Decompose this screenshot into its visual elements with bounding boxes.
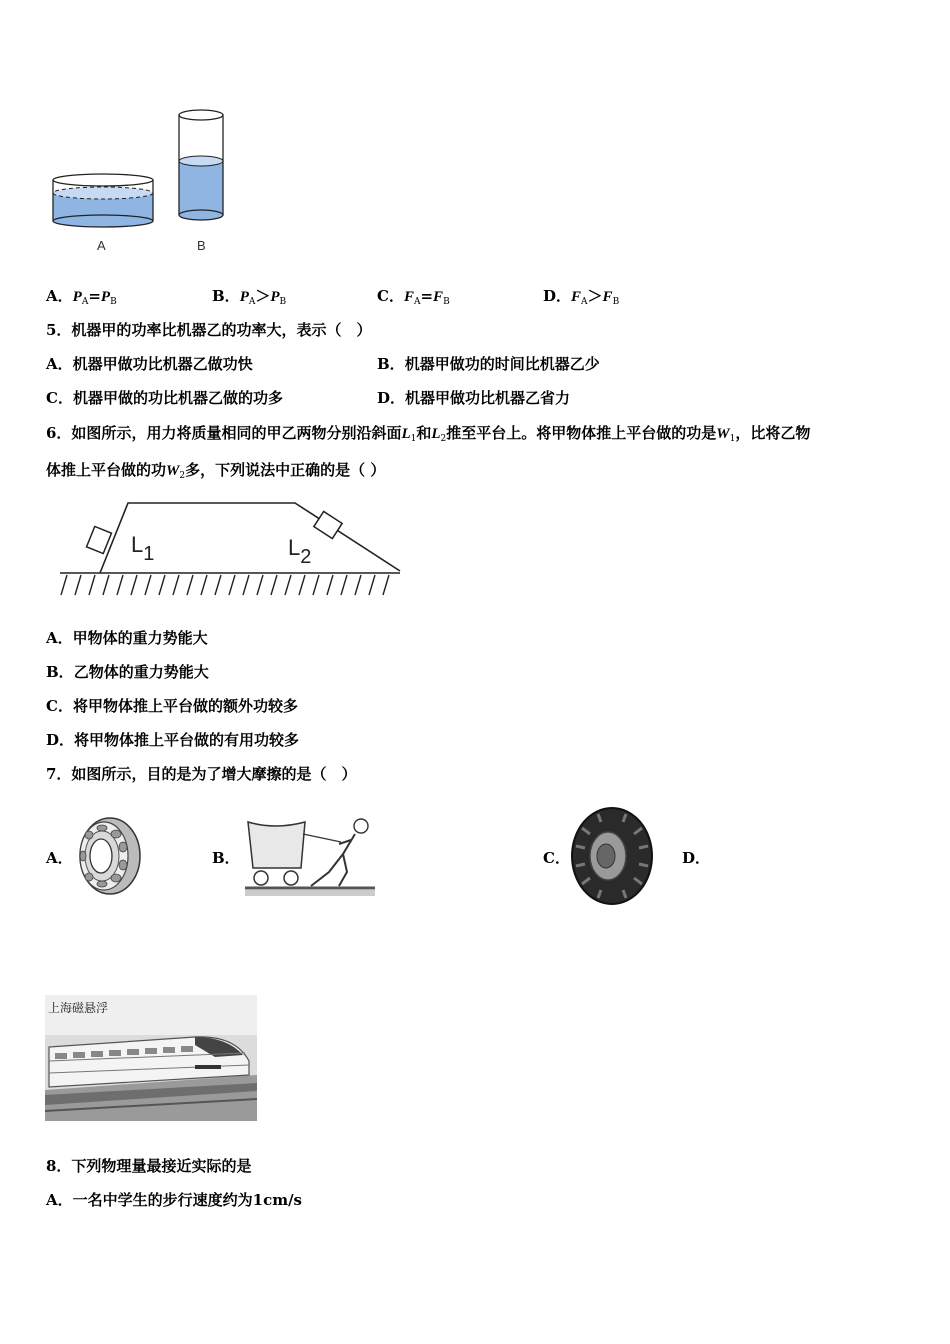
ball-bearing-image[interactable] bbox=[72, 815, 142, 897]
q5-option-a[interactable]: A．机器甲做功比机器乙做功快 bbox=[46, 355, 253, 373]
q6-stem-line2: 体推上平台做的功$W_2$多，下列说法中正确的是（ ） bbox=[46, 461, 386, 481]
q6-option-a[interactable]: A．甲物体的重力势能大 bbox=[46, 629, 208, 647]
maglev-photo-caption: 上海磁悬浮 bbox=[48, 1001, 109, 1015]
tire-image[interactable] bbox=[568, 806, 656, 906]
q5-stem: 5．机器甲的功率比机器乙的功率大，表示（ ） bbox=[46, 321, 372, 339]
q5-option-d[interactable]: D．机器甲做功比机器乙省力 bbox=[377, 389, 571, 407]
q8-option-a[interactable]: A．一名中学生的步行速度约为1cm/s bbox=[46, 1191, 303, 1209]
q6-option-b[interactable]: B．乙物体的重力势能大 bbox=[46, 663, 209, 681]
slope-l1-label: L1 bbox=[131, 532, 155, 565]
beakers-figure bbox=[45, 105, 245, 265]
q6-option-d[interactable]: D．将甲物体推上平台做的有用功较多 bbox=[46, 731, 300, 749]
q5-option-b[interactable]: B．机器甲做功的时间比机器乙少 bbox=[377, 355, 600, 373]
cart-pulling-image[interactable] bbox=[243, 814, 377, 898]
q7-option-a-letter[interactable]: A． bbox=[46, 849, 73, 867]
q7-option-b-letter[interactable]: B． bbox=[212, 849, 240, 867]
q4-option-b[interactable]: B．$P_A>P_B$ bbox=[212, 287, 287, 307]
q8-stem: 8．下列物理量最接近实际的是 bbox=[46, 1157, 252, 1175]
q6-option-c[interactable]: C．将甲物体推上平台做的额外功较多 bbox=[46, 697, 298, 715]
q7-option-d-letter[interactable]: D． bbox=[682, 849, 711, 867]
q4-option-d[interactable]: D．$F_A>F_B$ bbox=[543, 287, 620, 307]
inclined-planes-figure bbox=[55, 495, 410, 605]
q7-stem: 7．如图所示，目的是为了增大摩擦的是（ ） bbox=[46, 765, 357, 783]
q6-stem-line1: 6．如图所示，用力将质量相同的甲乙两物分别沿斜面$L_1$和$L_2$推至平台上。将甲物体推上平台做的功是$W_1$，比将乙物 bbox=[46, 424, 811, 444]
slope-l2-label: L2 bbox=[288, 535, 312, 568]
q4-option-c[interactable]: C．$F_A=F_B$ bbox=[377, 287, 450, 307]
beaker-a-label: A bbox=[97, 238, 106, 253]
q7-option-c-letter[interactable]: C． bbox=[543, 849, 570, 867]
q4-option-a[interactable]: A．$P_A=P_B$ bbox=[46, 287, 117, 307]
beaker-b-label: B bbox=[197, 238, 206, 253]
q5-option-c[interactable]: C．机器甲做的功比机器乙做的功多 bbox=[46, 389, 283, 407]
